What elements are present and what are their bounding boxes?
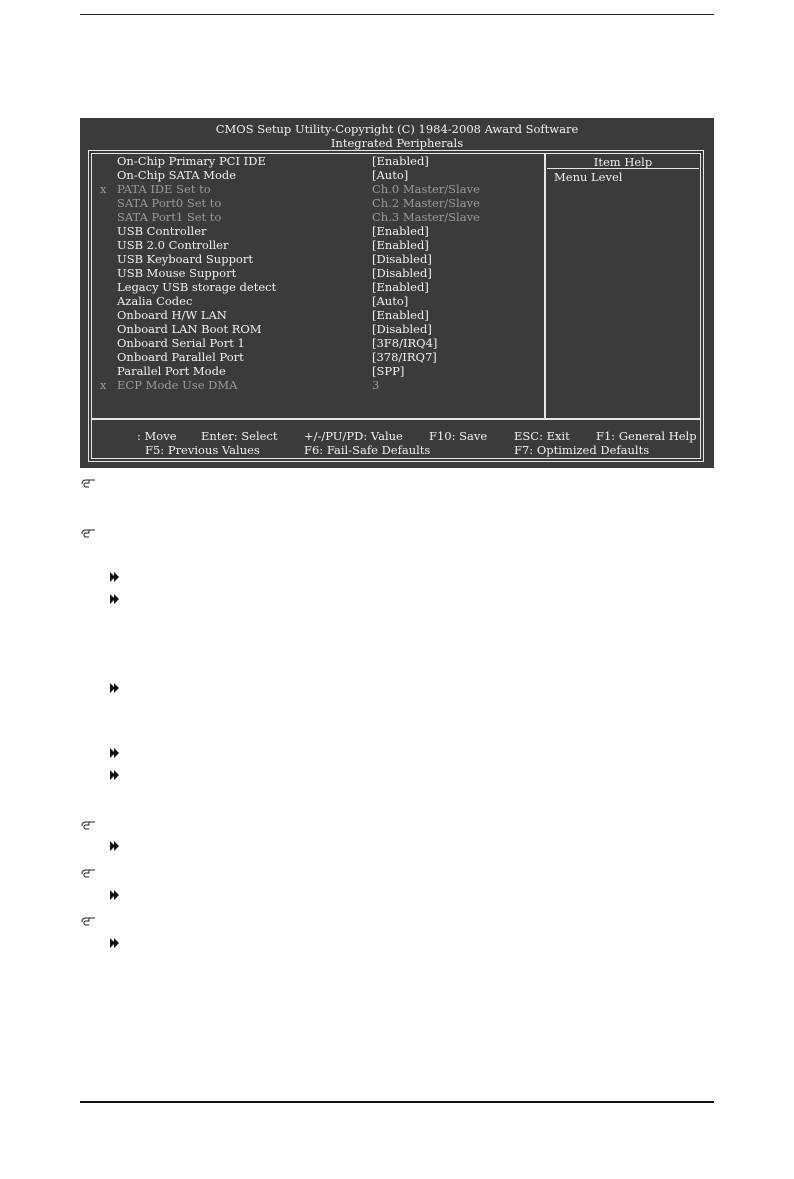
setting-label: Azalia Codec (117, 294, 193, 308)
setting-row[interactable] (98, 266, 538, 280)
key-optimized: F7: Optimized Defaults (514, 443, 650, 457)
setting-value[interactable]: [Disabled] (372, 252, 432, 266)
setting-value[interactable]: [Auto] (372, 294, 409, 308)
double-arrow-icon (110, 748, 120, 758)
setting-value[interactable]: [Disabled] (372, 322, 432, 336)
disabled-mark: x (100, 378, 107, 392)
setting-value[interactable]: [Enabled] (372, 238, 429, 252)
pointing-hand-icon (81, 868, 97, 878)
pointing-hand-icon (81, 478, 97, 488)
setting-label: USB Mouse Support (117, 266, 237, 280)
setting-label: PATA IDE Set to (117, 182, 211, 196)
bios-screenshot (80, 118, 714, 468)
setting-row[interactable] (98, 294, 538, 308)
bottom-rule (80, 1101, 714, 1103)
setting-row[interactable] (98, 308, 538, 322)
setting-label: Onboard Serial Port 1 (117, 336, 245, 350)
bios-header (80, 122, 714, 150)
disabled-mark: x (100, 182, 107, 196)
double-arrow-icon (110, 594, 120, 604)
setting-value: Ch.0 Master/Slave (372, 182, 480, 196)
pointing-hand-icon (81, 916, 97, 926)
setting-value[interactable]: [Enabled] (372, 224, 429, 238)
key-legend (80, 429, 714, 459)
setting-label: On-Chip SATA Mode (117, 168, 237, 182)
setting-label: SATA Port1 Set to (117, 210, 222, 224)
double-arrow-icon (110, 890, 120, 900)
key-value: +/-/PU/PD: Value (304, 429, 403, 443)
top-rule (80, 14, 714, 15)
key-help: F1: General Help (596, 429, 697, 443)
bios-title: CMOS Setup Utility-Copyright (C) 1984-2008 Award Software (215, 122, 579, 136)
setting-value: Ch.2 Master/Slave (372, 196, 480, 210)
item-help-title: Item Help (547, 155, 699, 169)
setting-row (98, 182, 538, 196)
setting-label: USB Keyboard Support (117, 252, 253, 266)
setting-value[interactable]: [Disabled] (372, 266, 432, 280)
setting-label: On-Chip Primary PCI IDE (117, 154, 266, 168)
keys-divider (91, 418, 701, 420)
key-move: : Move (137, 429, 177, 443)
settings-list (98, 154, 538, 392)
double-arrow-icon (110, 683, 120, 693)
key-save: F10: Save (429, 429, 488, 443)
setting-label: ECP Mode Use DMA (117, 378, 238, 392)
setting-label: USB 2.0 Controller (117, 238, 229, 252)
setting-value[interactable]: [Enabled] (372, 154, 429, 168)
setting-label: Legacy USB storage detect (117, 280, 277, 294)
setting-label: USB Controller (117, 224, 207, 238)
help-divider (544, 153, 546, 418)
setting-row[interactable] (98, 280, 538, 294)
setting-label: SATA Port0 Set to (117, 196, 222, 210)
setting-row[interactable] (98, 336, 538, 350)
double-arrow-icon (110, 938, 120, 948)
setting-value[interactable]: [SPP] (372, 364, 405, 378)
setting-label: Onboard LAN Boot ROM (117, 322, 262, 336)
setting-row[interactable] (98, 168, 538, 182)
setting-value[interactable]: [Enabled] (372, 280, 429, 294)
bios-subtitle: Integrated Peripherals (330, 136, 464, 150)
setting-label: Parallel Port Mode (117, 364, 226, 378)
setting-row[interactable] (98, 154, 538, 168)
setting-row[interactable] (98, 252, 538, 266)
key-enter: Enter: Select (201, 429, 278, 443)
setting-value: Ch.3 Master/Slave (372, 210, 480, 224)
setting-value[interactable]: [3F8/IRQ4] (372, 336, 438, 350)
setting-label: Onboard H/W LAN (117, 308, 227, 322)
setting-row[interactable] (98, 364, 538, 378)
double-arrow-icon (110, 770, 120, 780)
setting-row[interactable] (98, 350, 538, 364)
setting-value[interactable]: [Enabled] (372, 308, 429, 322)
key-exit: ESC: Exit (514, 429, 570, 443)
pointing-hand-icon (81, 528, 97, 538)
setting-row (98, 378, 538, 392)
setting-row (98, 210, 538, 224)
setting-row[interactable] (98, 224, 538, 238)
setting-row[interactable] (98, 238, 538, 252)
setting-value: 3 (372, 378, 380, 392)
double-arrow-icon (110, 841, 120, 851)
key-fail-safe: F6: Fail-Safe Defaults (304, 443, 431, 457)
setting-value[interactable]: [378/IRQ7] (372, 350, 437, 364)
item-help-text: Menu Level (554, 170, 623, 184)
setting-row (98, 196, 538, 210)
double-arrow-icon (110, 572, 120, 582)
key-previous-values: F5: Previous Values (145, 443, 260, 457)
pointing-hand-icon (81, 820, 97, 830)
setting-value[interactable]: [Auto] (372, 168, 409, 182)
setting-label: Onboard Parallel Port (117, 350, 244, 364)
setting-row[interactable] (98, 322, 538, 336)
